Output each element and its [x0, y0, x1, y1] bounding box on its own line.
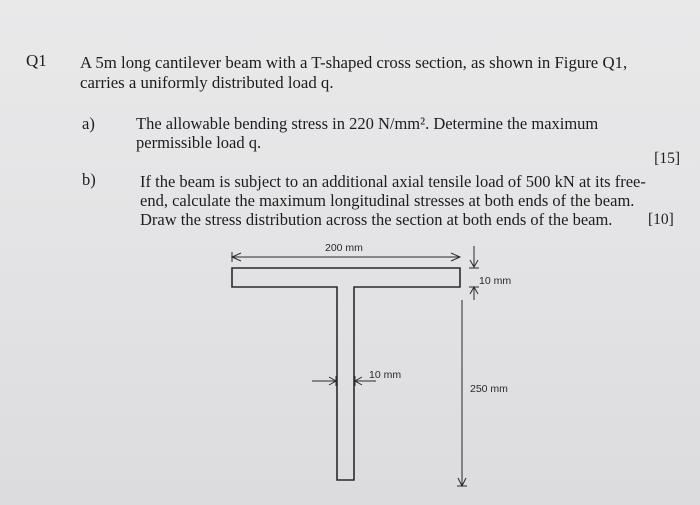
web-thickness-label: 10 mm — [369, 369, 402, 381]
question-intro-line-2: carries a uniformly distributed load q. — [80, 73, 334, 92]
flange-width-label: 200 mm — [325, 242, 363, 254]
part-a-line-1: The allowable bending stress in 220 N/mm². Determine the maximum — [136, 114, 599, 133]
depth-label: 250 mm — [470, 383, 508, 395]
part-b-line-2: end, calculate the maximum longitudinal stresses at both ends of the beam. — [140, 191, 635, 210]
question-number: Q1 — [26, 51, 47, 70]
part-b-label: b) — [82, 170, 96, 189]
part-a-marks: [15] — [654, 150, 680, 167]
part-a-line-2: permissible load q. — [136, 133, 262, 152]
part-a-label: a) — [82, 114, 95, 133]
part-b-line-1: If the beam is subject to an additional axial tensile load of 500 kN at its free- — [140, 172, 646, 191]
depth-dimension — [457, 300, 467, 486]
part-b-marks: [10] — [648, 211, 674, 228]
flange-thickness-dimension — [469, 246, 479, 300]
question-intro-line-1: A 5m long cantilever beam with a T-shaped cross section, as shown in Figure Q1, — [80, 53, 628, 72]
part-b-line-3: Draw the stress distribution across the section at both ends of the beam. — [140, 210, 613, 229]
web-thickness-dimension — [312, 376, 376, 386]
t-section-outline — [232, 268, 460, 480]
flange-thickness-label: 10 mm — [479, 275, 512, 287]
